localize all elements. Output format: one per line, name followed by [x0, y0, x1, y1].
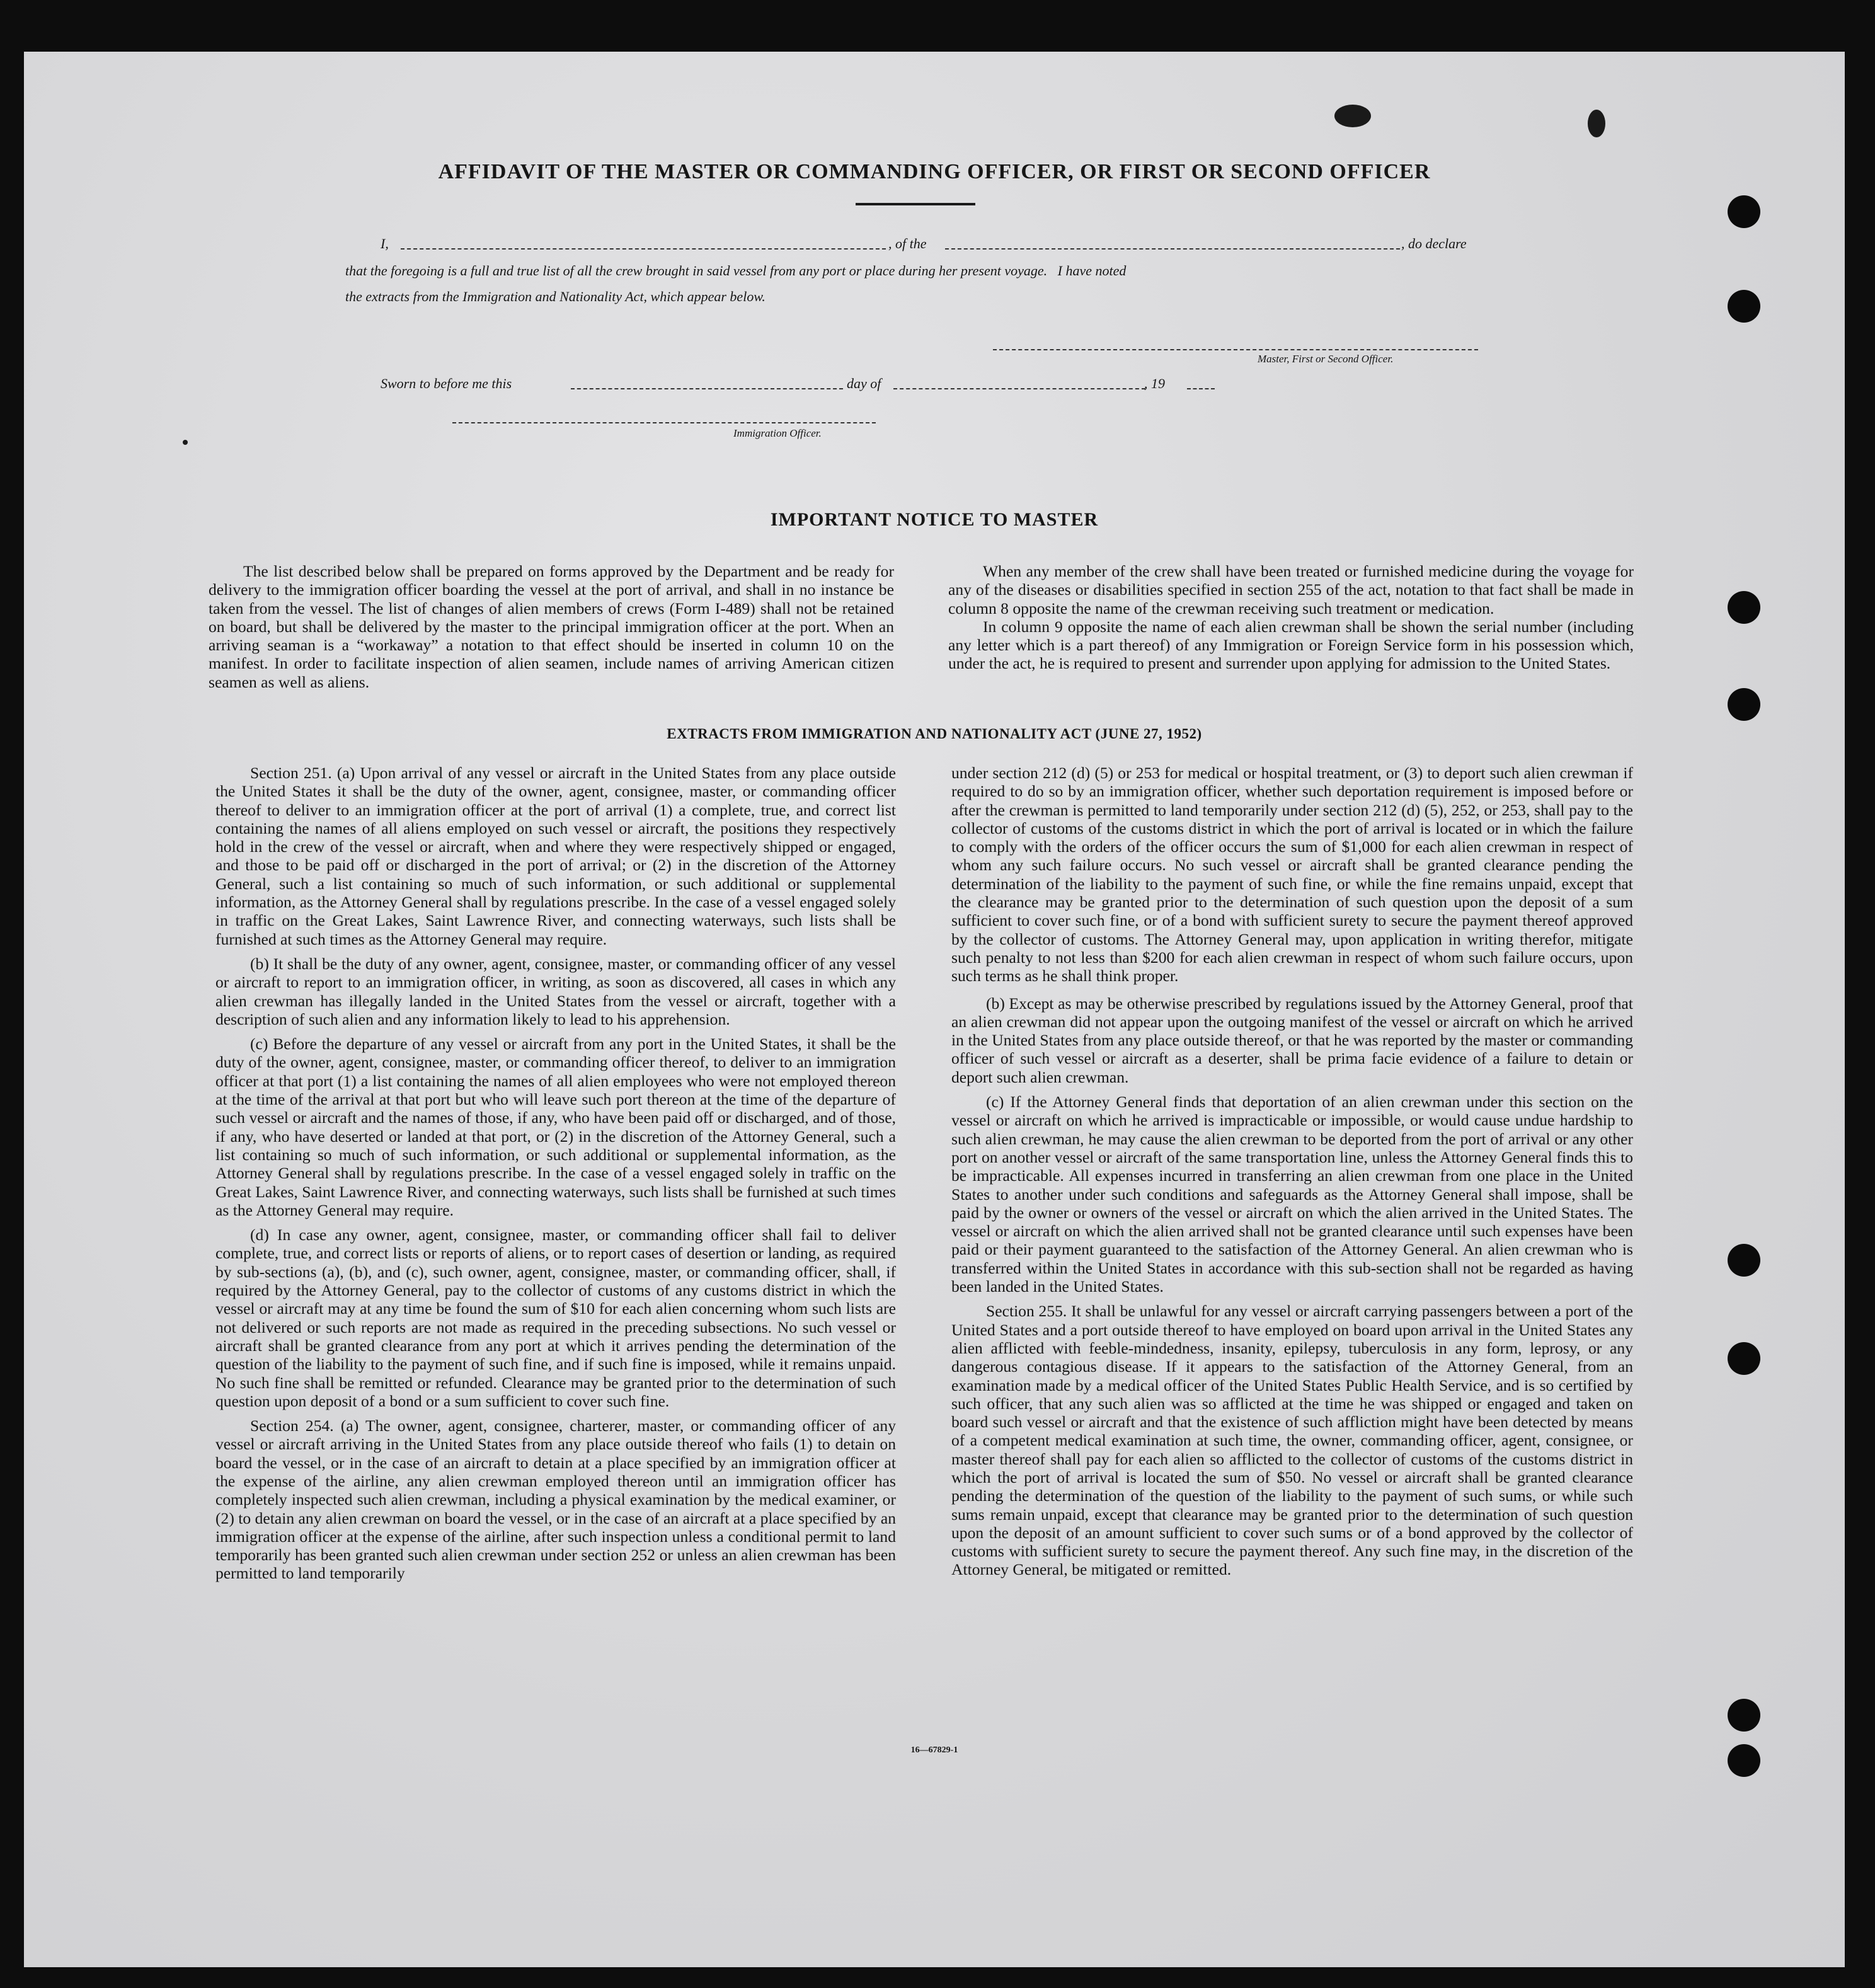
section-paragraph: Section 255. It shall be unlawful for any vessel or aircraft carrying passengers between a port of the United States and a port outside thereof to have employed on board upon arrival in the United States any alien afflicted with feeble-mindedness, insanity, epilepsy, tuberculosis in any form, leprosy, or any dangerous contagious disease. If it appears to the satisfaction of the Attorney General, from an examination made by a medical officer of the United States Public Health Service, and is so certified by such officer, that any such alien was so afflicted at the time he was shipped or engaged and taken on board such vessel or aircraft and that the existence of such affliction might have been detected by means of a competent medical examination at such time, the owner, commanding officer, agent, consignee, or master thereof shall pay for each alien so afflicted to the collector of customs of the customs district in which the port of arrival is located the sum of $50. No vessel or aircraft shall be granted clearance pending the determination of the question of the liability to the payment of such sums, or while such sums remain unpaid, except that clearance may be granted prior to the determination of such question upon the deposit of an amount sufficient to cover such sums or of a bond approved by the collector of customs with sufficient surety to secure the payment thereof. Any such fine may, in the discretion of the Attorney General, be mitigated or remitted. [951, 1302, 1633, 1579]
binder-hole [1728, 195, 1760, 228]
declaration-line-2: the extracts from the Immigration and Nationality Act, which appear below. [345, 289, 765, 304]
declaration-line-1: that the foregoing is a full and true list of all the crew brought in said vessel from any port or place during her present voyage. I have noted [345, 263, 1127, 279]
document-page [24, 52, 1845, 1967]
notice-right-column [948, 562, 1634, 679]
officer-caption: Immigration Officer. [733, 427, 822, 439]
of-the-label: , of the [888, 236, 927, 251]
master-signature-field[interactable] [993, 349, 1478, 350]
ink-speck [183, 440, 188, 445]
ink-blot [1588, 110, 1605, 137]
year-field[interactable] [1187, 388, 1215, 389]
title-divider [856, 203, 975, 205]
extracts-right-column [951, 764, 1633, 1585]
notice-paragraph: In column 9 opposite the name of each alien crewman shall be shown the serial number (including any letter which is a part thereof) of any Immigration or Foreign Service form in his possession which, under the act, he is required to present and surrender upon applying for admission to the United States. [948, 617, 1634, 673]
vessel-field[interactable] [945, 248, 1400, 250]
binder-hole [1728, 1342, 1760, 1375]
binder-hole [1728, 1244, 1760, 1277]
form-code: 16—67829-1 [910, 1745, 958, 1755]
binder-hole [1728, 688, 1760, 721]
extracts-title: EXTRACTS FROM IMMIGRATION AND NATIONALITY ACT (JUNE 27, 1952) [667, 726, 1202, 742]
binder-hole [1728, 1699, 1760, 1732]
master-caption: Master, First or Second Officer. [1258, 353, 1394, 365]
notice-paragraph: The list described below shall be prepared on forms approved by the Department and be ready for delivery to the immigration officer boarding the vessel at the port of arrival, and shall in no instance be taken from the vessel. The list of changes of alien members of crews (Form I-489) shall not be retained on board, but shall be delivered by the master to the principal immigration officer at the port. When an arriving seaman is a “workaway” a notation to that effect should be inserted in column 10 on the manifest. In order to facilitate inspection of alien seamen, include names of arriving American citizen seamen as well as aliens. [209, 562, 894, 691]
notice-left-column [209, 562, 894, 698]
declare-label: , do declare [1401, 236, 1467, 251]
notice-title: IMPORTANT NOTICE TO MASTER [770, 509, 1099, 530]
notice-paragraph: When any member of the crew shall have been treated or furnished medicine during the voyage for any of the diseases or disabilities specified in section 255 of the act, notation to that fact shall be made in column 8 opposite the name of the crewman receiving such treatment or medication. [948, 562, 1634, 618]
sworn-label: Sworn to before me this [381, 376, 512, 391]
ink-blot [1334, 105, 1371, 127]
immigration-officer-signature-field[interactable] [452, 422, 876, 423]
section-paragraph: (c) Before the departure of any vessel or aircraft from any port in the United States, it shall be the duty of the owner, agent, consignee, master, or commanding officer thereof, to deliver to an immigration officer at that port (1) a list containing the names of all alien employees who were not employed thereon at the time of the arrival at that port but who will leave such port thereon at the time of the departure of such vessel or aircraft and the names of those, if any, who have been paid off or discharged, and of those, if any, who have deserted or landed at that port, or (2) in the discretion of the Attorney General, such a list containing so much of such information, or such additional or supplemental information, as the Attorney General shall by regulations prescribe. In the case of a vessel engaged solely in traffic on the Great Lakes, Saint Lawrence River, and connecting waterways, such lists shall be furnished at such times as the Attorney General may require. [215, 1035, 896, 1219]
section-paragraph: (d) In case any owner, agent, consignee, master, or commanding officer shall fail to deliver complete, true, and correct lists or reports of aliens, or to report cases of desertion or landing, as required by sub-sections (a), (b), and (c), such owner, agent, consignee, master, or commanding officer, shall, if required by the Attorney General, pay to the collector of customs of any customs district in which the vessel or aircraft may at any time be found the sum of $10 for each alien concerning whom such lists are not delivered or such reports are not made as required in the preceding subsections. No such vessel or aircraft shall be granted clearance from any port at which it arrives pending the determination of the question of the liability to the payment of such fine, and if such fine is imposed, while it remains unpaid. No such fine shall be remitted or refunded. Clearance may be granted prior to the determination of such question upon deposit of a bond or a sum sufficient to cover such fine. [215, 1226, 896, 1410]
section-paragraph: Section 254. (a) The owner, agent, consignee, charterer, master, or commanding officer of any vessel or aircraft arriving in the United States from any place outside thereof who fails (1) to detain on board the vessel, or in the case of an aircraft to detain at a place specified by an immigration officer at the expense of the airline, any alien crewman employed thereon until an immigration officer has completely inspected such alien crewman, including a physical examination by the medical examiner, or (2) to detain any alien crewman on board the vessel, or in the case of an aircraft at a place specified by an immigration officer at the expense of the airline, after such inspection unless a conditional permit to land temporarily has been granted such alien crewman under section 252 or unless an alien crewman has been permitted to land temporarily [215, 1416, 896, 1583]
sworn-month-field[interactable] [893, 388, 1145, 389]
year-label: , 19 [1144, 376, 1165, 391]
section-paragraph: (c) If the Attorney General finds that deportation of an alien crewman under this section on the vessel or aircraft on which he arrived is impracticable or impossible, or would cause undue hardship to such alien crewman, he may cause the alien crewman to be deported from the port of arrival or any other port on another vessel or aircraft of the same transportation line, unless the Attorney General finds this to be impracticable. All expenses incurred in transferring an alien crewman from one place in the United States to another under such conditions and safeguards as the Attorney General shall impose, shall be paid by the owner or owners of the vessel or aircraft on which the alien arrived in the United States. The vessel or aircraft on which the alien arrived shall not be granted clearance until such expenses have been paid or their payment guaranteed to the satisfaction of the Attorney General. An alien crewman who is transferred within the United States in accordance with this sub-section shall not be regarded as having been landed in the United States. [951, 1093, 1633, 1296]
section-paragraph: Section 251. (a) Upon arrival of any vessel or aircraft in the United States from any place outside the United States it shall be the duty of the owner, agent, consignee, master, or commanding officer thereof to deliver to an immigration officer at the port of arrival (1) a complete, true, and correct list containing the names of all aliens employed on such vessel or aircraft, the positions they respectively hold in the crew of the vessel or aircraft, when and where they were respectively shipped or engaged, and those to be paid off or discharged in the port of arrival; or (2) in the discretion of the Attorney General, such a list containing so much of such information, or such additional or supplemental information, as the Attorney General shall by regulations prescribe. In the case of a vessel engaged solely in traffic on the Great Lakes, Saint Lawrence River, and connecting waterways, such lists shall be furnished at such times as the Attorney General may require. [215, 764, 896, 948]
extracts-left-column [215, 764, 896, 1589]
day-of-label: day of [847, 376, 881, 391]
binder-hole [1728, 591, 1760, 624]
sworn-day-field[interactable] [571, 388, 843, 389]
section-paragraph: (b) Except as may be otherwise prescribed by regulations issued by the Attorney General, proof that an alien crewman did not appear upon the outgoing manifest of the vessel or aircraft on which he arrived in the United States from any place outside thereof, or that he was reported by the master or commanding officer of such vessel or aircraft as a deserter, shall be prima facie evidence of a failure to detain or deport such alien crewman. [951, 994, 1633, 1086]
binder-hole [1728, 290, 1760, 323]
affidavit-title: AFFIDAVIT OF THE MASTER OR COMMANDING OFFICER, OR FIRST OR SECOND OFFICER [438, 160, 1431, 183]
section-paragraph: (b) It shall be the duty of any owner, agent, consignee, master, or commanding officer of any vessel or aircraft to report to an immigration officer, in writing, as soon as discovered, all cases in which any alien crewman has illegally landed in the United States from the vessel or aircraft, together with a description of such alien and any information likely to lead to his apprehension. [215, 954, 896, 1028]
i-label: I, [381, 236, 389, 251]
section-paragraph: under section 212 (d) (5) or 253 for medical or hospital treatment, or (3) to deport such alien crewman if required to do so by an immigration officer, whether such deportation requirement is imposed before or after the crewman is permitted to land temporarily under section 212 (d) (5), 252, or 253, shall pay to the collector of customs of the customs district in which the port of arrival is located or in which the failure to comply with the orders of the officer occurs the sum of $1,000 for each alien crewman in respect of whom any such failure occurs. No such vessel or aircraft shall be granted clearance pending the determination of the liability to the payment of such fine, or while the fine remains unpaid, except that the clearance may be granted prior to the determination of such question upon the deposit of a sum sufficient to cover such fine, or of a bond with sufficient surety to secure the payment thereof approved by the collector of customs. The Attorney General may, upon application in writing therefor, mitigate such penalty to not less than $200 for each alien crewman in respect of whom such failure occurs, upon such terms as he shall think proper. [951, 764, 1633, 985]
name-field[interactable] [401, 248, 886, 250]
